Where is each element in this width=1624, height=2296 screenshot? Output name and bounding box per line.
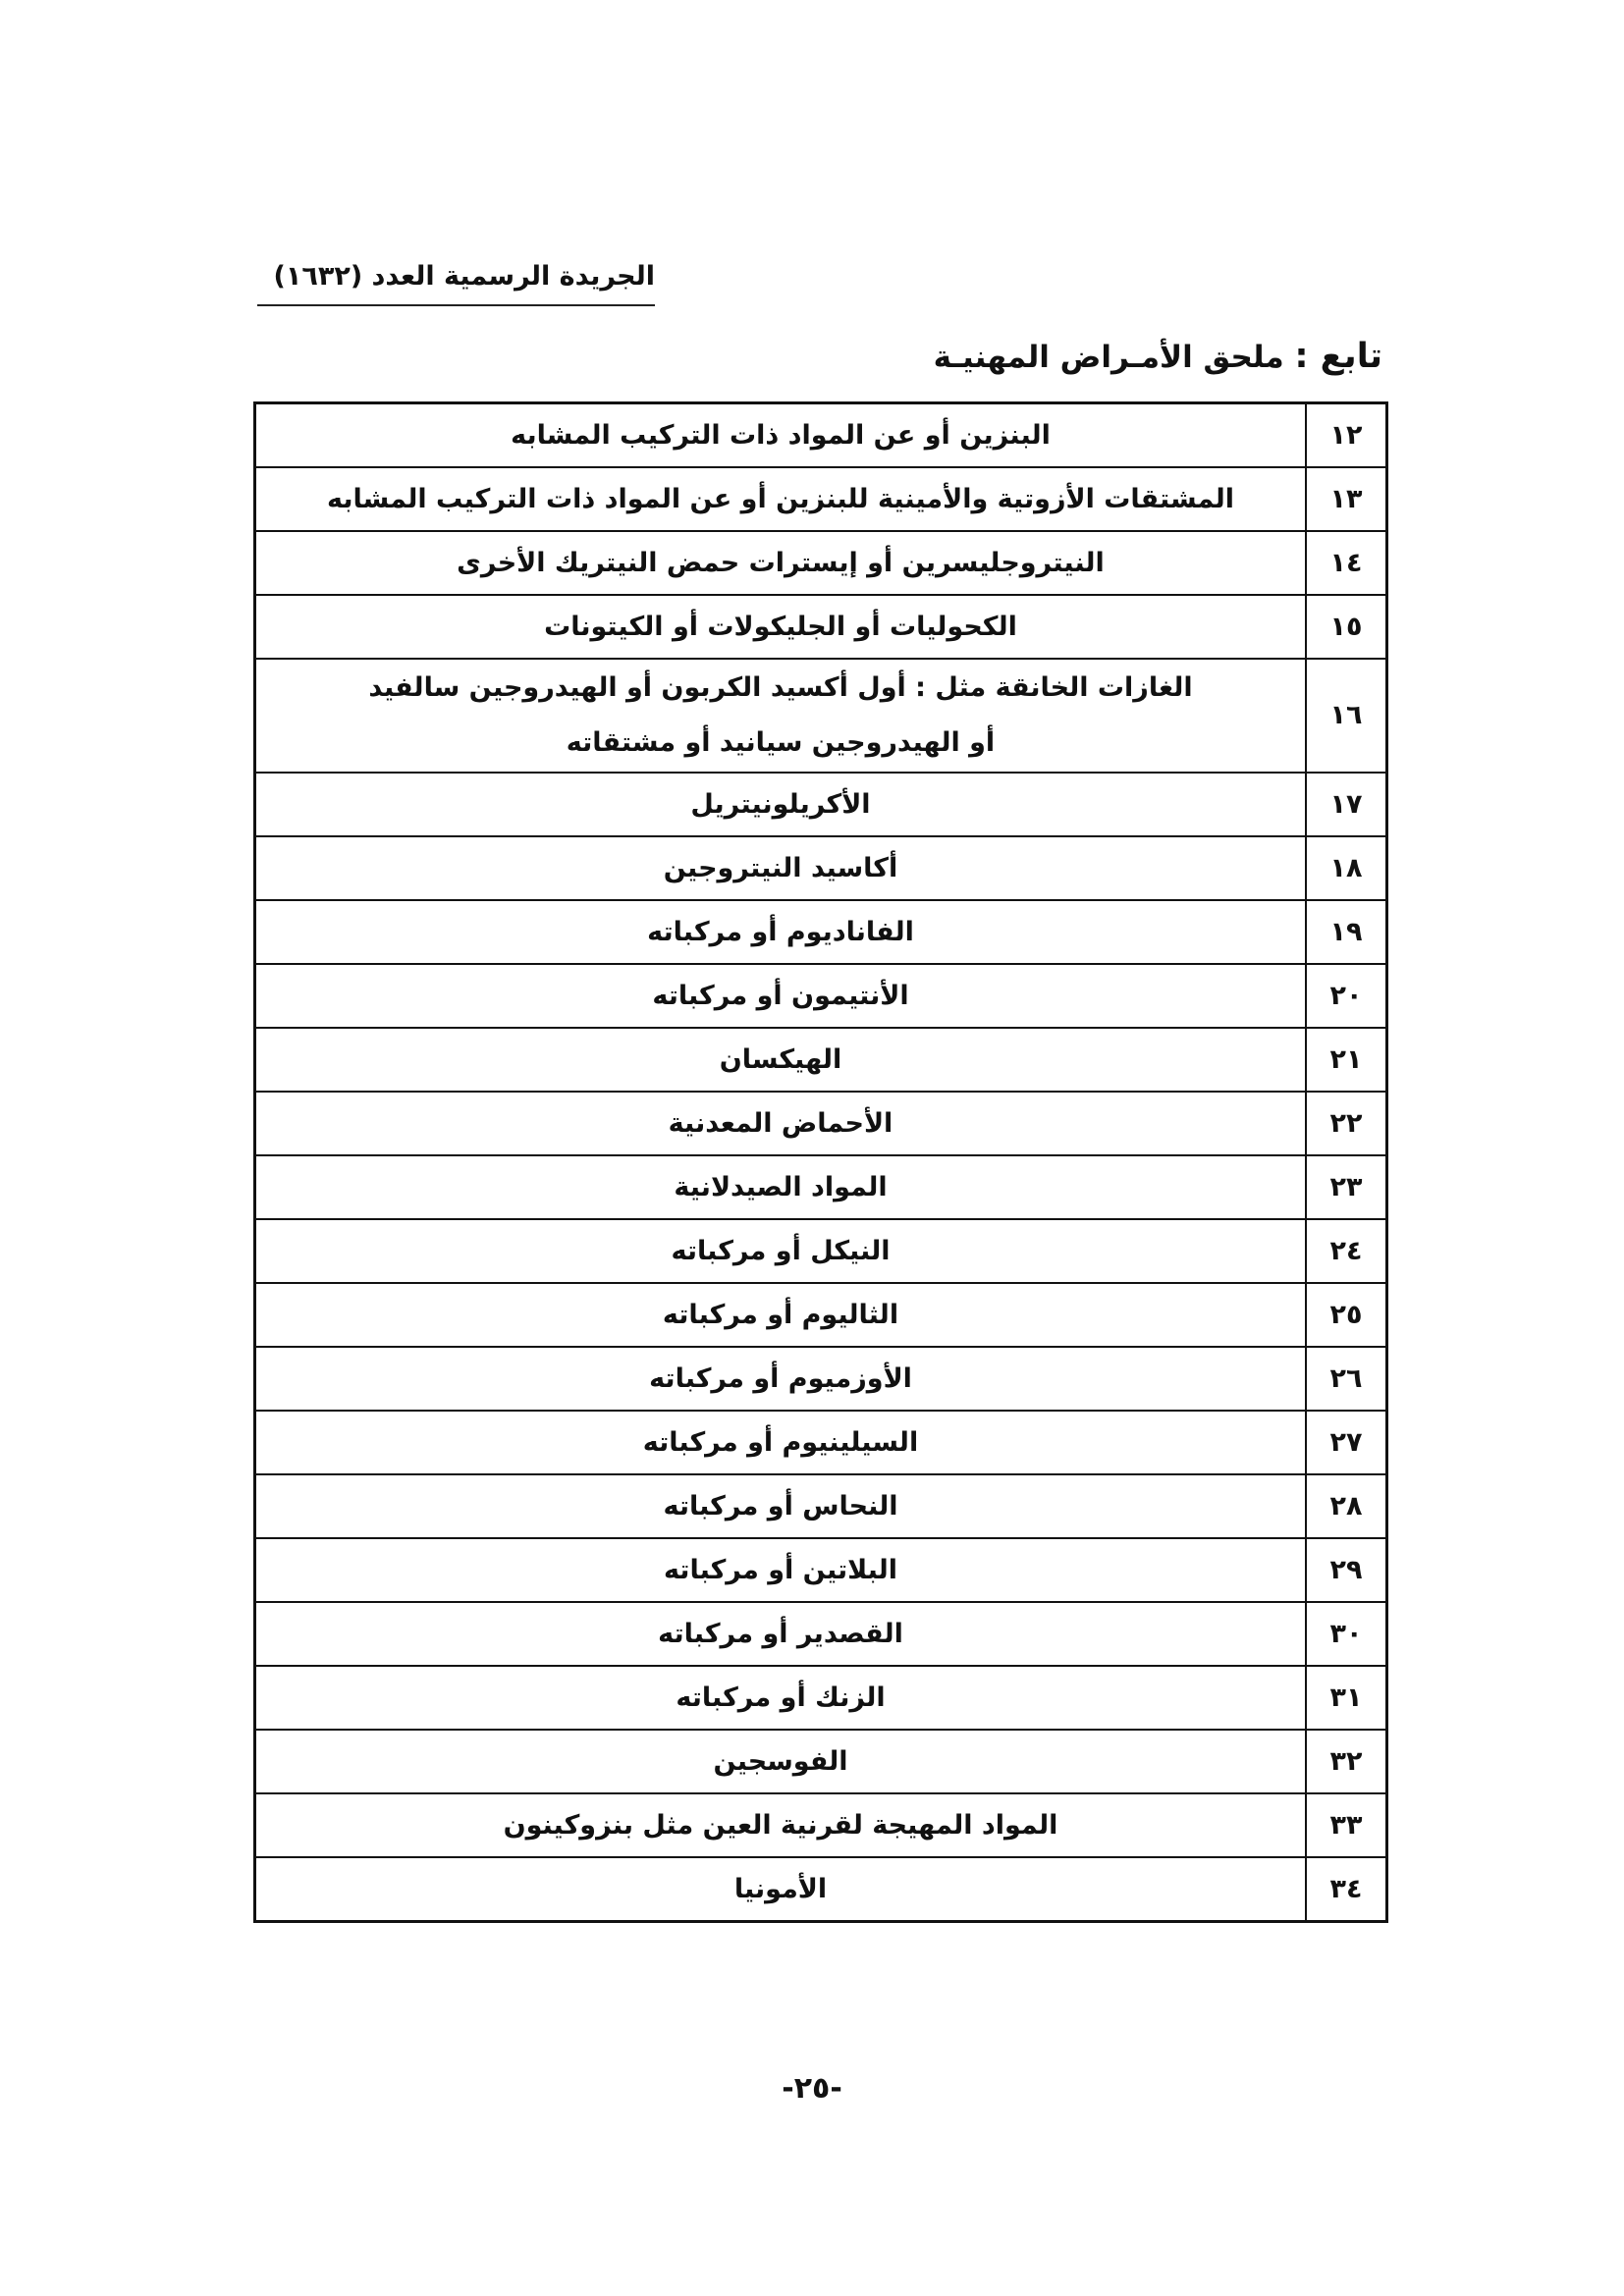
disease-name bbox=[255, 900, 1307, 964]
table-row bbox=[255, 659, 1387, 773]
disease-name-line: الأكريلونيتريل bbox=[690, 788, 871, 820]
row-number: ١٦ bbox=[1306, 659, 1387, 773]
disease-name bbox=[255, 1793, 1307, 1857]
table-row bbox=[255, 531, 1387, 595]
disease-name bbox=[255, 1857, 1307, 1922]
disease-name-line: البلاتين أو مركباته bbox=[663, 1554, 898, 1585]
table-row bbox=[255, 1666, 1387, 1730]
disease-name bbox=[255, 595, 1307, 659]
row-number: ٣٠ bbox=[1306, 1602, 1387, 1666]
table-row bbox=[255, 1219, 1387, 1283]
section-title bbox=[934, 334, 1382, 380]
disease-name bbox=[255, 1730, 1307, 1793]
disease-name bbox=[255, 1347, 1307, 1411]
table-row bbox=[255, 1155, 1387, 1219]
row-number: ٢٧ bbox=[1306, 1411, 1387, 1474]
row-number: ٢٥ bbox=[1306, 1283, 1387, 1347]
table-row bbox=[255, 1283, 1387, 1347]
disease-name bbox=[255, 531, 1307, 595]
row-number: ١٢ bbox=[1306, 403, 1387, 468]
running-header: الجريدة الرسمية العدد (١٦٣٢) bbox=[273, 261, 655, 292]
table-row bbox=[255, 1092, 1387, 1155]
row-number: ٣١ bbox=[1306, 1666, 1387, 1730]
row-number: ١٨ bbox=[1306, 836, 1387, 900]
row-number: ٢٣ bbox=[1306, 1155, 1387, 1219]
disease-name-line: الأمونيا bbox=[733, 1873, 828, 1904]
row-number: ٢٩ bbox=[1306, 1538, 1387, 1602]
disease-name bbox=[255, 1411, 1307, 1474]
disease-name bbox=[255, 1155, 1307, 1219]
disease-name bbox=[255, 1538, 1307, 1602]
table-row bbox=[255, 467, 1387, 531]
row-number: ٣٢ bbox=[1306, 1730, 1387, 1793]
occupational-diseases-table bbox=[253, 401, 1388, 1923]
disease-name-line: الأوزميوم أو مركباته bbox=[649, 1362, 912, 1394]
disease-name bbox=[255, 1028, 1307, 1092]
disease-name bbox=[255, 467, 1307, 531]
disease-name bbox=[255, 659, 1307, 773]
row-number: ١٧ bbox=[1306, 773, 1387, 836]
table-row bbox=[255, 773, 1387, 836]
row-number: ٢٠ bbox=[1306, 964, 1387, 1028]
table-row bbox=[255, 1857, 1387, 1922]
disease-name-line: الأحماض المعدنية bbox=[668, 1107, 893, 1139]
disease-name-line: النيكل أو مركباته bbox=[671, 1235, 891, 1266]
row-number: ١٣ bbox=[1306, 467, 1387, 531]
row-number: ١٥ bbox=[1306, 595, 1387, 659]
table-row bbox=[255, 964, 1387, 1028]
table-row bbox=[255, 1730, 1387, 1793]
table-row bbox=[255, 836, 1387, 900]
row-number: ١٩ bbox=[1306, 900, 1387, 964]
row-number: ٢٦ bbox=[1306, 1347, 1387, 1411]
disease-name-line: المشتقات الأزوتية والأمينية للبنزين أو عن المواد ذات التركيب المشابه bbox=[327, 483, 1234, 514]
disease-name bbox=[255, 1283, 1307, 1347]
page-number: -٢٥- bbox=[782, 2071, 842, 2106]
row-number: ٢٢ bbox=[1306, 1092, 1387, 1155]
table-row bbox=[255, 1538, 1387, 1602]
table-row bbox=[255, 900, 1387, 964]
disease-name-line: أو الهيدروجين سيانيد أو مشتقاته bbox=[566, 727, 996, 758]
section-title-text: ملحق الأمـراض المهنيـة bbox=[933, 340, 1284, 375]
table-body bbox=[255, 403, 1387, 1922]
section-title-lead: تابع : bbox=[1294, 337, 1382, 376]
disease-name bbox=[255, 1474, 1307, 1538]
row-number: ٣٤ bbox=[1306, 1857, 1387, 1922]
disease-name-line: الفوسجين bbox=[713, 1745, 848, 1777]
row-number: ١٤ bbox=[1306, 531, 1387, 595]
table-row bbox=[255, 1028, 1387, 1092]
disease-name-line: أكاسيد النيتروجين bbox=[663, 852, 898, 883]
disease-name-line: النيتروجليسرين أو إيسترات حمض النيتريك الأخرى bbox=[457, 547, 1105, 578]
disease-name bbox=[255, 403, 1307, 468]
disease-name-line: الثاليوم أو مركباته bbox=[662, 1299, 899, 1330]
disease-name-line: الغازات الخانقة مثل : أول أكسيد الكربون أو الهيدروجين سالفيد bbox=[368, 672, 1193, 703]
disease-name bbox=[255, 836, 1307, 900]
disease-name-line: القصدير أو مركباته bbox=[658, 1618, 903, 1649]
table-row bbox=[255, 1474, 1387, 1538]
table-row bbox=[255, 1411, 1387, 1474]
disease-name bbox=[255, 773, 1307, 836]
disease-name-line: المواد الصيدلانية bbox=[674, 1171, 888, 1202]
row-number: ٢٨ bbox=[1306, 1474, 1387, 1538]
disease-name-line: الزنك أو مركباته bbox=[676, 1682, 886, 1713]
disease-name-line: الفاناديوم أو مركباته bbox=[647, 916, 914, 947]
disease-name bbox=[255, 964, 1307, 1028]
disease-name bbox=[255, 1092, 1307, 1155]
disease-name-line: السيلينيوم أو مركباته bbox=[642, 1426, 919, 1458]
disease-name-line: الكحوليات أو الجليكولات أو الكيتونات bbox=[544, 611, 1017, 642]
row-number: ٣٣ bbox=[1306, 1793, 1387, 1857]
row-number: ٢١ bbox=[1306, 1028, 1387, 1092]
disease-name-line: الهيكسان bbox=[719, 1043, 842, 1075]
disease-name bbox=[255, 1219, 1307, 1283]
disease-name-line: البنزين أو عن المواد ذات التركيب المشابه bbox=[511, 419, 1051, 451]
table-row bbox=[255, 1602, 1387, 1666]
disease-name-line: المواد المهيجة لقرنية العين مثل بنزوكينون bbox=[503, 1809, 1058, 1841]
table-row bbox=[255, 1347, 1387, 1411]
table-row bbox=[255, 1793, 1387, 1857]
table-row bbox=[255, 595, 1387, 659]
disease-name-line: النحاس أو مركباته bbox=[663, 1490, 898, 1522]
disease-name-line: الأنتيمون أو مركباته bbox=[652, 980, 909, 1011]
table-row bbox=[255, 403, 1387, 468]
disease-name bbox=[255, 1666, 1307, 1730]
row-number: ٢٤ bbox=[1306, 1219, 1387, 1283]
header-rule bbox=[257, 304, 655, 306]
disease-name bbox=[255, 1602, 1307, 1666]
